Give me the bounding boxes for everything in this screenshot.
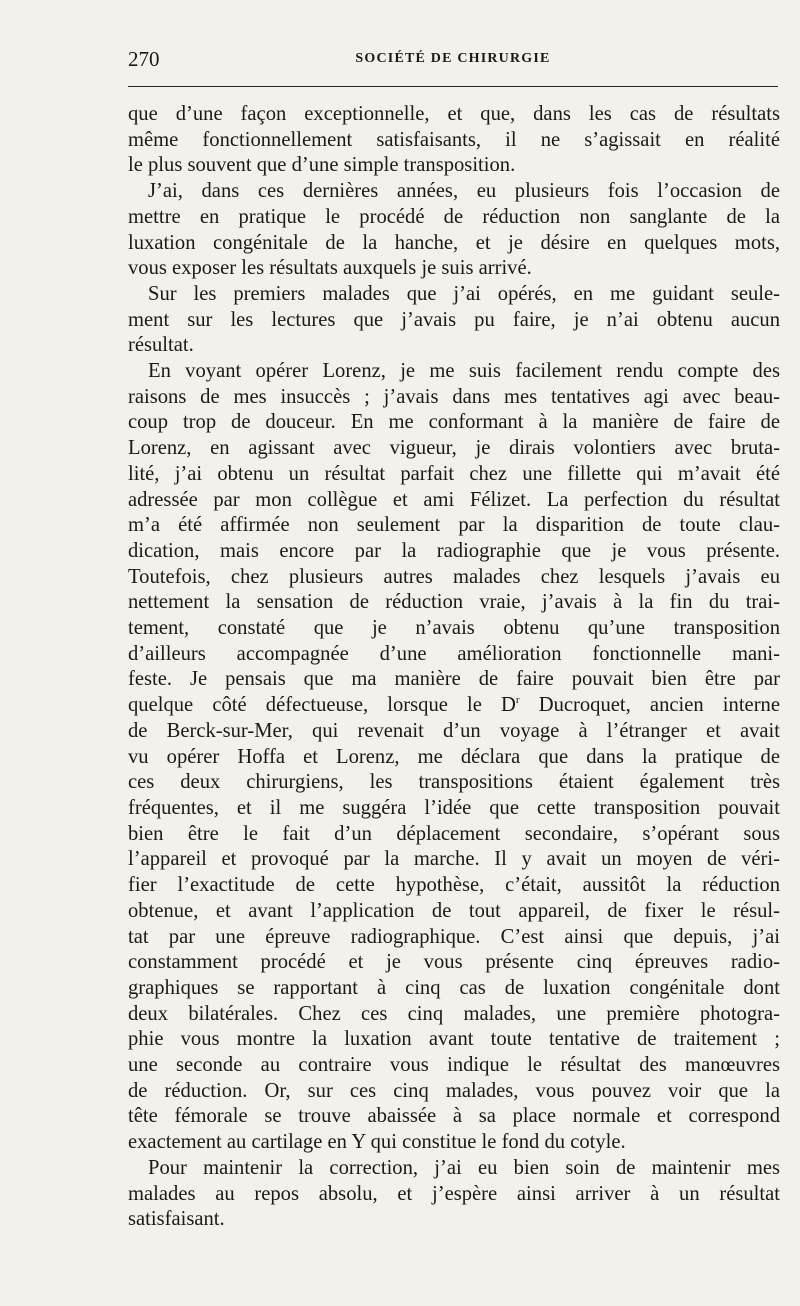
header-rule xyxy=(128,86,778,87)
text-line: exactement au cartilage en Y qui constitue le fond du cotyle. xyxy=(128,1131,626,1154)
text-line: raisons de mes insuccès ; j’avais dans mes tentatives agi avec beau- xyxy=(128,385,780,408)
text-line: ment sur les lectures que j’avais pu faire, je n’ai obtenu aucun xyxy=(128,308,780,331)
text-line: que d’une façon exceptionnelle, et que, dans les cas de résultats xyxy=(128,103,780,125)
text-line: même fonctionnellement satisfaisants, il ne s’agissait en réalité xyxy=(128,128,780,151)
text-line: fier l’exactitude de cette hypothèse, c’était, aussitôt la réduction xyxy=(128,874,780,897)
text-line: le plus souvent que d’une simple transposition. xyxy=(128,154,516,177)
text-line: l’appareil et provoqué par la marche. Il y avait un moyen de véri- xyxy=(128,848,780,871)
text-line: coup trop de douceur. En me conformant à la manière de faire de xyxy=(128,411,780,434)
text-line: adressée par mon collègue et ami Félizet. La perfection du résultat xyxy=(128,488,780,511)
page-header xyxy=(128,44,778,74)
text-line: J’ai, dans ces dernières années, eu plusieurs fois l’occasion de xyxy=(148,180,780,203)
text-line: bien être le fait d’un déplacement secondaire, s’opérant sous xyxy=(128,822,780,845)
text-line: d’ailleurs accompagnée d’une amélioration fonctionnelle mani- xyxy=(128,642,780,665)
text-line: malades au repos absolu, et j’espère ainsi arriver à un résultat xyxy=(128,1182,780,1205)
text-line: graphiques se rapportant à cinq cas de luxation congénitale dont xyxy=(128,976,780,999)
text-line: tement, constaté que je n’avais obtenu qu’une transposition xyxy=(128,617,780,640)
text-line: tête fémorale se trouve abaissée à sa place normale et correspond xyxy=(128,1105,780,1128)
text-line: obtenue, et avant l’application de tout appareil, de fixer le résul- xyxy=(128,899,780,922)
text-line: tat par une épreuve radiographique. C’est ainsi que depuis, j’ai xyxy=(128,925,780,948)
text-line: constamment procédé et je vous présente cinq épreuves radio- xyxy=(128,951,780,974)
text-line: Toutefois, chez plusieurs autres malades chez lesquels j’avais eu xyxy=(128,565,780,588)
text-line: m’a été affirmée non seulement par la disparition de toute clau- xyxy=(128,514,780,537)
body-text xyxy=(128,102,780,1233)
superscript: r xyxy=(515,694,520,707)
text-segment: quelque côté défectueuse, lorsque le D xyxy=(128,694,516,717)
text-line: feste. Je pensais que ma manière de faire pouvait bien être par xyxy=(128,668,780,691)
text-line: Pour maintenir la correction, j’ai eu bien soin de maintenir mes xyxy=(148,1156,780,1179)
text-line: phie vous montre la luxation avant toute tentative de traitement ; xyxy=(128,1028,780,1051)
text-line: vous exposer les résultats auxquels je suis arrivé. xyxy=(128,257,532,280)
text-line: deux bilatérales. Chez ces cinq malades, une première photogra- xyxy=(128,1002,780,1025)
text-line: mettre en pratique le procédé de réduction non sanglante de la xyxy=(128,205,780,228)
text-line: Lorenz, en agissant avec vigueur, je dirais volontiers avec bruta- xyxy=(128,437,780,460)
text-line: fréquentes, et il me suggéra l’idée que cette transposition pouvait xyxy=(128,796,780,819)
text-line: vu opérer Hoffa et Lorenz, me déclara que dans la pratique de xyxy=(128,745,780,768)
text-line: nettement la sensation de réduction vraie, j’avais à la fin du trai- xyxy=(128,591,780,614)
text-line: résultat. xyxy=(128,334,194,357)
text-line: ces deux chirurgiens, les transpositions étaient également très xyxy=(128,771,780,794)
running-title: SOCIÉTÉ DE CHIRURGIE xyxy=(355,51,551,66)
text-line: de Berck-sur-Mer, qui revenait d’un voyage à l’étranger et avait xyxy=(128,719,780,742)
text-line: de réduction. Or, sur ces cinq malades, vous pouvez voir que la xyxy=(128,1079,780,1102)
text-line: lité, j’ai obtenu un résultat parfait chez une fillette qui m’avait été xyxy=(128,462,780,485)
text-line: dication, mais encore par la radiographie que je vous présente. xyxy=(128,539,780,562)
page-number: 270 xyxy=(128,47,160,71)
text-line: Sur les premiers malades que j’ai opérés, en me guidant seule- xyxy=(148,282,780,305)
text-line: En voyant opérer Lorenz, je me suis facilement rendu compte des xyxy=(148,360,780,383)
text-line-with-superscript xyxy=(128,693,780,719)
text-line: satisfaisant. xyxy=(128,1208,225,1231)
text-line: une seconde au contraire vous indique le résultat des manœuvres xyxy=(128,1054,780,1077)
text-segment: Ducroquet, ancien interne xyxy=(519,694,780,717)
text-line: luxation congénitale de la hanche, et je désire en quelques mots, xyxy=(128,231,780,254)
